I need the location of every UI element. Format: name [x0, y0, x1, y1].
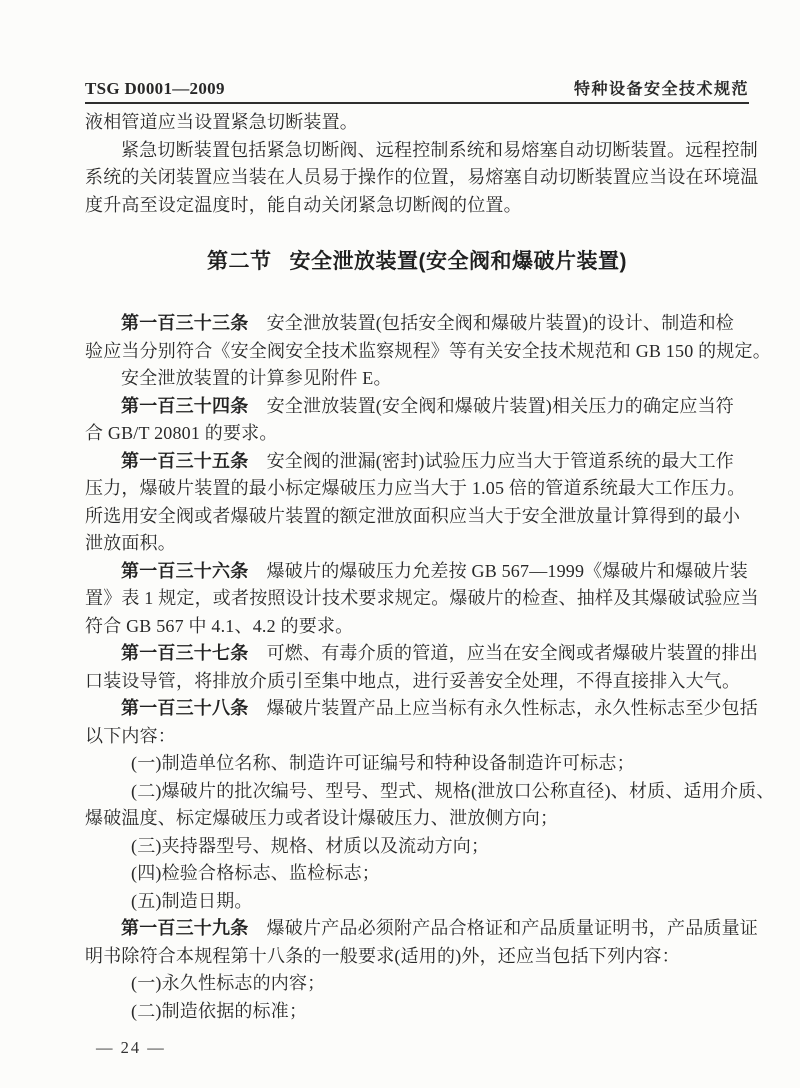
body-line: 泄放面积。	[85, 533, 176, 553]
body-line: 明书除符合本规程第十八条的一般要求(适用的)外，还应当包括下列内容：	[85, 945, 680, 966]
article-number: 第一百三十六条	[121, 560, 249, 581]
body-line: 以下内容：	[85, 725, 176, 746]
body-line: 所选用安全阀或者爆破片装置的额定泄放面积应当大于安全泄放量计算得到的最小	[85, 505, 741, 526]
article-number: 第一百三十八条	[121, 698, 249, 718]
body-line: 第一百三十四条 安全泄放装置(安全阀和爆破片装置)相关压力的确定应当符	[121, 395, 734, 416]
article-number: 第一百三十七条	[121, 643, 249, 663]
section-title: 安全泄放装置(安全阀和爆破片装置)	[289, 250, 627, 273]
list-item-line: (一)永久性标志的内容；	[131, 973, 326, 993]
body-line: 第一百三十六条 爆破片的爆破压力允差按 GB 567—1999《爆破片和爆破片装	[121, 560, 749, 581]
body-line: 系统的关闭装置应当装在人员易于操作的位置，易熔塞自动切断装置应当设在环境温	[85, 167, 759, 187]
article-number: 第一百三十五条	[121, 450, 249, 471]
list-item-line: (二)爆破片的批次编号、型号、型式、规格(泄放口公称直径)、材质、适用介质、	[131, 780, 775, 801]
body-line: 合 GB/T 20801 的要求。	[85, 423, 278, 443]
body-line: 第一百三十五条 安全阀的泄漏(密封)试验压力应当大于管道系统的最大工作	[121, 450, 734, 471]
section-heading	[85, 219, 749, 310]
article-number: 第一百三十四条	[121, 395, 249, 416]
body-line: 液相管道应当设置紧急切断装置。	[85, 112, 358, 132]
body-line: 第一百三十三条 安全泄放装置(包括安全阀和爆破片装置)的设计、制造和检	[121, 313, 734, 333]
article-number: 第一百三十九条	[121, 918, 249, 938]
body-line: 第一百三十八条 爆破片装置产品上应当标有永久性标志，永久性标志至少包括	[121, 698, 759, 718]
body-line: 第一百三十七条 可燃、有毒介质的管道，应当在安全阀或者爆破片装置的排出	[121, 643, 759, 663]
list-item-line: (三)夹持器型号、规格、材质以及流动方向；	[131, 835, 490, 856]
page-body	[85, 109, 775, 1025]
list-item-line: (二)制造依据的标准；	[131, 1000, 308, 1021]
body-line: 置》表 1 规定，或者按照设计技术要求规定。爆破片的检查、抽样及其爆破试验应当	[85, 588, 759, 608]
body-line: 度升高至设定温度时，能自动关闭紧急切断阀的位置。	[85, 194, 522, 215]
spec-title: 特种设备安全技术规范	[573, 81, 749, 98]
body-line: 爆破温度、标定爆破压力或者设计爆破压力、泄放侧方向；	[85, 808, 559, 828]
body-line: 安全泄放装置的计算参见附件 E。	[121, 368, 392, 388]
doc-code: TSG D0001—2009	[85, 79, 225, 98]
body-line: 压力，爆破片装置的最小标定爆破压力应当大于 1.05 倍的管道系统最大工作压力。	[85, 478, 746, 498]
page-header	[85, 76, 749, 104]
body-line: 符合 GB 567 中 4.1、4.2 的要求。	[85, 615, 354, 636]
body-line: 验应当分别符合《安全阀安全技术监察规程》等有关安全技术规范和 GB 150 的规定。	[85, 340, 771, 361]
list-item-line: (五)制造日期。	[131, 890, 253, 911]
list-item-line: (四)检验合格标志、监检标志；	[131, 863, 380, 883]
body-line: 紧急切断装置包括紧急切断阀、远程控制系统和易熔塞自动切断装置。远程控制	[121, 139, 758, 160]
list-item-line: (一)制造单位名称、制造许可证编号和特种设备制造许可标志；	[131, 753, 635, 773]
body-line: 第一百三十九条 爆破片产品必须附产品合格证和产品质量证明书，产品质量证	[121, 918, 759, 938]
body-line: 口装设导管，将排放介质引至集中地点，进行妥善安全处理，不得直接排入大气。	[85, 670, 741, 691]
section-number: 第二节	[207, 250, 272, 273]
page-number: — 24 —	[96, 1038, 166, 1057]
article-number: 第一百三十三条	[121, 313, 249, 333]
